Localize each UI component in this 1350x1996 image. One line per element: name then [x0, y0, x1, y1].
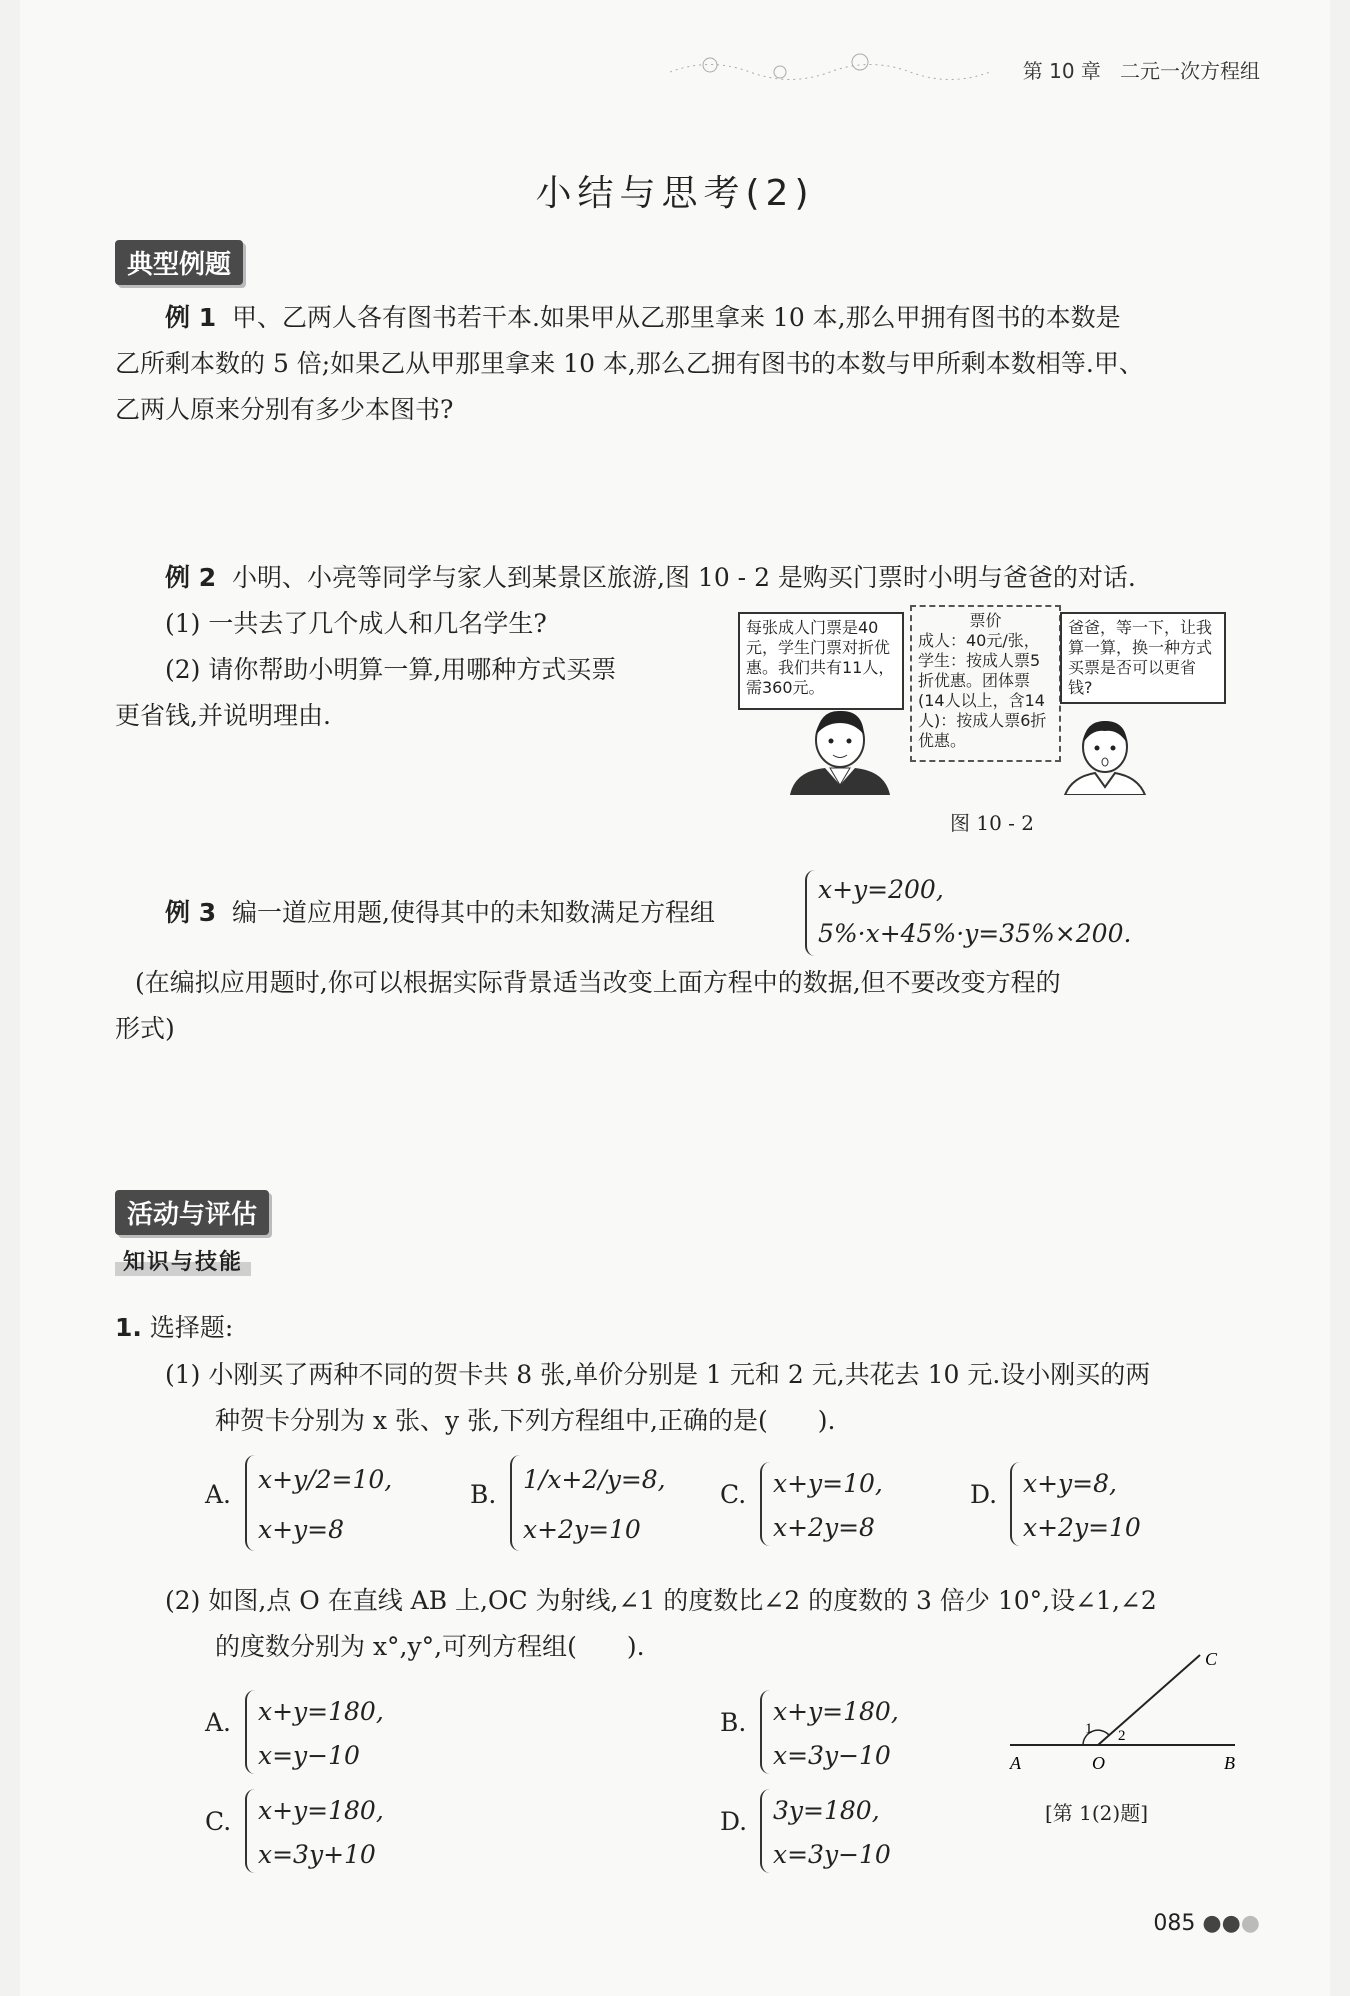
option-2-b-label[interactable]: B.	[720, 1708, 747, 1737]
example-2-intro	[115, 555, 1285, 601]
example-3-note	[115, 960, 1285, 1052]
option-1-a-label[interactable]: A.	[205, 1480, 232, 1509]
option-2-d-label[interactable]: D.	[720, 1807, 748, 1836]
figure-caption-1-2: [第 1(2)题]	[1045, 1801, 1149, 1825]
example-3-system	[818, 868, 1131, 956]
example-3-line3: 形式)	[115, 1014, 175, 1043]
example-3-line2: (在编拟应用题时,你可以根据实际背景适当改变上面方程中的数据,但不要改变方程的	[135, 968, 1061, 997]
price-board-title: 票价	[969, 611, 1002, 630]
price-board	[910, 605, 1061, 762]
question-1-1-line1: (1) 小刚买了两种不同的贺卡共 8 张,单价分别是 1 元和 2 元,共花去 10 元.设小刚买的两	[165, 1360, 1151, 1389]
example-1-line1: 甲、乙两人各有图书若干本.如果甲从乙那里拿来 10 本,那么甲拥有图书的本数是	[232, 303, 1121, 332]
option-2-b-eq1: x+y=180,	[773, 1697, 899, 1726]
option-1-b-label[interactable]: B.	[470, 1480, 497, 1509]
point-c-label: C	[1205, 1649, 1218, 1669]
angle-figure	[980, 1645, 1260, 1775]
question-1-2-line2: 的度数分别为 x°,y°,可列方程组( ).	[215, 1632, 645, 1661]
option-2-c-label[interactable]: C.	[205, 1807, 232, 1836]
option-1-a-eq2: x+y=8	[258, 1515, 345, 1544]
option-1-a-eq1: x+y/2=10,	[258, 1465, 393, 1494]
option-1-c-eq1: x+y=10,	[773, 1469, 883, 1498]
option-1-b-brace	[510, 1455, 522, 1551]
question-1-heading: 选择题:	[149, 1313, 234, 1342]
example-2-question-2-cont: 更省钱,并说明理由.	[115, 701, 331, 730]
example-1-line2: 乙所剩本数的 5 倍;如果乙从甲那里拿来 10 本,那么乙拥有图书的本数与甲所剩本数相等.甲、	[115, 349, 1144, 378]
example-3-label: 例 3	[165, 898, 217, 927]
question-1-label: 1.	[115, 1313, 142, 1342]
option-2-b-system	[773, 1690, 899, 1778]
example-2-question-1: (1) 一共去了几个成人和几名学生?	[165, 609, 547, 638]
section-badge-examples: 典型例题	[115, 240, 243, 285]
running-header	[1023, 55, 1260, 84]
option-1-d-eq2: x+2y=10	[1023, 1513, 1141, 1542]
option-2-d-eq2: x=3y−10	[773, 1840, 891, 1869]
father-figure-icon	[785, 705, 895, 795]
option-1-c-eq2: x+2y=8	[773, 1513, 875, 1542]
option-2-d-eq1: 3y=180,	[773, 1796, 880, 1825]
option-1-b-eq1: 1/x+2/y=8,	[523, 1465, 666, 1494]
chapter-number: 第 10 章	[1022, 59, 1101, 83]
chapter-title: 二元一次方程组	[1120, 59, 1260, 83]
example-3-intro	[165, 890, 715, 936]
point-b-label: B	[1224, 1753, 1235, 1773]
angle-2-label: 2	[1118, 1728, 1126, 1744]
option-1-d-system	[1023, 1462, 1141, 1550]
option-2-c-eq2: x=3y+10	[258, 1840, 376, 1869]
page	[20, 0, 1330, 1996]
example-2-question-2: (2) 请你帮助小明算一算,用哪种方式买票	[165, 655, 617, 684]
option-2-a-eq2: x=y−10	[258, 1741, 360, 1770]
decorative-dots-icon	[670, 47, 990, 87]
option-1-d-brace	[1010, 1462, 1022, 1546]
option-1-d-eq1: x+y=8,	[1023, 1469, 1117, 1498]
example-1-label: 例 1	[165, 303, 217, 332]
speech-bubble-child: 爸爸，等一下，让我算一算，换一种方式买票是否可以更省钱?	[1060, 612, 1226, 704]
point-o-label: O	[1092, 1753, 1105, 1773]
option-2-a-brace	[245, 1690, 257, 1774]
option-1-c-brace	[760, 1462, 772, 1546]
option-2-b-eq2: x=3y−10	[773, 1741, 891, 1770]
example-2-line1: 小明、小亮等同学与家人到某景区旅游,图 10 - 2 是购买门票时小明与爸爸的对话.	[232, 563, 1136, 592]
option-1-c-label[interactable]: C.	[720, 1480, 747, 1509]
equation-brace	[805, 870, 817, 956]
option-2-a-eq1: x+y=180,	[258, 1697, 384, 1726]
option-2-c-brace	[245, 1789, 257, 1873]
option-1-b-system	[523, 1455, 666, 1555]
example-2-label: 例 2	[165, 563, 217, 592]
option-2-c-eq1: x+y=180,	[258, 1796, 384, 1825]
child-figure-icon	[1060, 715, 1150, 795]
example-3-eq1: x+y=200,	[818, 875, 944, 904]
option-2-c-system	[258, 1789, 384, 1877]
section-badge-activities: 活动与评估	[115, 1190, 269, 1235]
price-board-body: 成人：40元/张，学生：按成人票5折优惠。团体票(14人以上，含14人)：按成人票6折优惠。	[918, 631, 1047, 750]
question-1-1	[165, 1352, 1285, 1444]
angle-1-label: 1	[1085, 1721, 1093, 1737]
option-2-d-system	[773, 1789, 891, 1877]
option-1-d-label[interactable]: D.	[970, 1480, 998, 1509]
option-2-a-system	[258, 1690, 384, 1778]
question-1-2-line1: (2) 如图,点 O 在直线 AB 上,OC 为射线,∠1 的度数比∠2 的度数的 3 倍少 10°,设∠1,∠2	[165, 1586, 1157, 1615]
question-1-1-line2: 种贺卡分别为 x 张、y 张,下列方程组中,正确的是( ).	[215, 1406, 836, 1435]
example-3-line1: 编一道应用题,使得其中的未知数满足方程组	[232, 898, 715, 927]
question-1-title	[115, 1305, 233, 1351]
option-1-c-system	[773, 1462, 883, 1550]
point-a-label: A	[1010, 1753, 1021, 1773]
speech-bubble-xiaoming: 每张成人门票是40元，学生门票对折优惠。我们共有11人，需360元。	[738, 612, 904, 710]
example-1-line3: 乙两人原来分别有多少本图书?	[115, 395, 454, 424]
option-2-a-label[interactable]: A.	[205, 1708, 232, 1737]
option-1-b-eq2: x+2y=10	[523, 1515, 641, 1544]
option-2-d-brace	[760, 1789, 772, 1873]
example-3-eq2: 5%·x+45%·y=35%×200.	[818, 919, 1132, 948]
page-dots-icon: ●●	[1202, 1911, 1241, 1936]
option-1-a-brace	[245, 1455, 257, 1551]
subsection-skills: 知识与技能	[115, 1245, 251, 1276]
example-1	[115, 295, 1285, 433]
option-2-b-brace	[760, 1690, 772, 1774]
page-number: 085 ●●●	[1153, 1911, 1260, 1936]
page-number-value: 085	[1153, 1911, 1196, 1936]
option-1-a-system	[258, 1455, 392, 1555]
figure-caption-10-2: 图 10 - 2	[950, 811, 1035, 835]
page-title: 小结与思考(2)	[535, 173, 815, 214]
